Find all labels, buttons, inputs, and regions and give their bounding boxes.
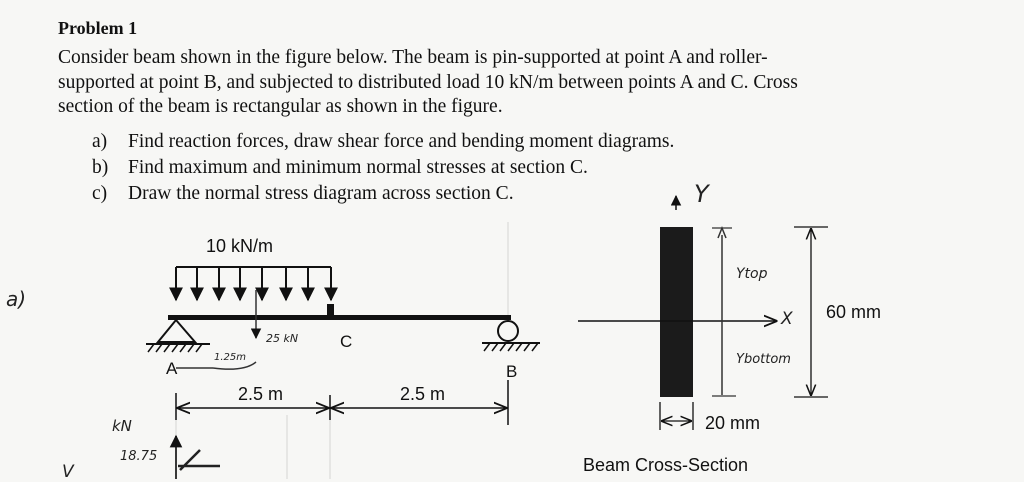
load-label: 10 kN/m	[206, 236, 274, 256]
height-dimension-label: 60 mm	[826, 302, 882, 322]
shear-diagram-mark: V	[62, 462, 74, 482]
part-b-text: Find maximum and minimum normal stresses at section C.	[128, 157, 588, 178]
roller-support-b	[482, 321, 540, 351]
point-a-label: A	[166, 359, 178, 378]
span-ac-label: 2.5 m	[238, 384, 284, 404]
part-a-mark: a)	[6, 287, 27, 311]
part-a-label: a)	[92, 131, 108, 152]
part-c-label: c)	[92, 183, 108, 204]
resultant-distance-label: 1.25m	[214, 352, 247, 363]
y-bottom-label: Ybottom	[736, 352, 791, 367]
shear-unit-label: kN	[112, 417, 132, 435]
point-c-label: C	[340, 332, 353, 351]
part-c-text: Draw the normal stress diagram across section C.	[128, 183, 514, 204]
span-dimensions	[176, 380, 508, 425]
part-a-text: Find reaction forces, draw shear force and bending moment diagrams.	[128, 131, 675, 152]
x-axis-label: X	[781, 309, 793, 329]
section-rectangle	[660, 227, 693, 397]
width-dimension-label: 20 mm	[705, 413, 761, 433]
part-b-label: b)	[92, 157, 109, 178]
beam	[168, 315, 511, 320]
section-c-mark	[327, 304, 334, 316]
span-cb-label: 2.5 m	[400, 384, 446, 404]
intro-line: Consider beam shown in the figure below. The beam is pin-supported at point A and roller-	[58, 47, 768, 68]
shear-diagram-sketch	[176, 436, 220, 479]
y-top-label: Ytop	[736, 266, 768, 282]
pin-support-a	[146, 320, 210, 352]
intro-line: section of the beam is rectangular as shown in the figure.	[58, 96, 503, 117]
cross-section-caption: Beam Cross-Section	[583, 455, 749, 475]
shear-value-label: 18.75	[120, 449, 158, 464]
distributed-load	[176, 267, 331, 300]
intro-line: supported at point B, and subjected to distributed load 10 kN/m between points A and C. Cross	[58, 71, 798, 93]
resultant-force-label: 25 kN	[266, 332, 299, 345]
problem-title: Problem 1	[58, 18, 138, 38]
point-b-label: B	[506, 362, 518, 381]
y-axis-label: Y	[694, 180, 709, 208]
